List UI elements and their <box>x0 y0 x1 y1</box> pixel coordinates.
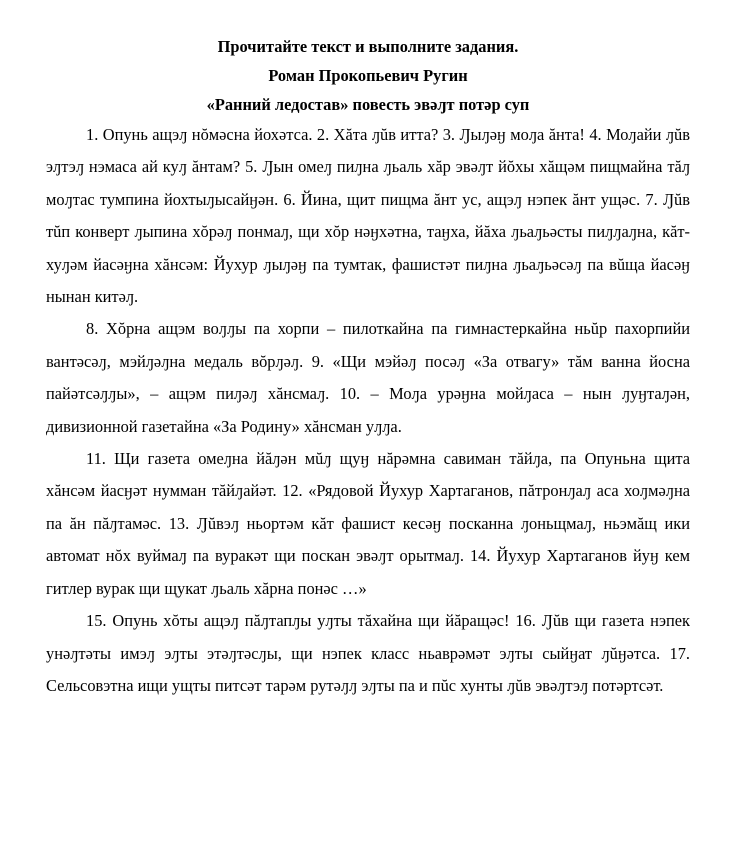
document-page <box>46 32 690 702</box>
paragraph-2: 8. Хŏрна ащэм воԓԓы па хорпи – пилоткайна па гимнастеркайна ньŭр пахорпийи вантәсәԓ, мэйԓәԓна медаль вŏрԓәԓ. 9. «Щи мэйәԓ посәԓ «За отвагу» тăм ванна йосна пайәтсәԓԓы», – ащэм пиԓәԓ хăнсмаԓ. 10. – Моԓа урәӈна мойԓаса – нын ԓуӈтаԓән, дивизионной газетайна «За Родину» хăнсман уԓԓа. <box>46 319 690 436</box>
task-heading: Прочитайте текст и выполните задания. <box>217 37 519 56</box>
paragraph-3: 11. Щи газета омеԓна йăԓән мŭԓ щуӈ нăрәмна савиман тăйԓа, па Опуньна щита хăнсәм йасӈәт нумман тăйԓайәт. 12. «Рядовой Йухур Хартаганов, пăтронԓаԓ аса хоԓмәԓна па ăн пăԓтамәс. 13. Ԓŭвэԓ ньортәм кăт фашист кесәӈ посканна ԓоньщмаԓ, ньэмăщ ики автомат нŏх вуймаԓ па вуракәт щи поскан эвәԓт орытмаԓ. 14. Йухур Хартаганов йуӈ кем гитлер вурак щи щукат ԓьаль хăрна понәс …» <box>46 449 690 598</box>
story-title: «Ранний ледостав» повесть эвәԓт потәр суп <box>206 95 530 114</box>
paragraph-4: 15. Опунь хŏты ащэԓ пăԓтапԓы уԓты тăхайна щи йăращәс! 16. Ԓŭв щи газета нэпек унәԓтәты имэԓ эԓты этәԓтәсԓы, щи нэпек класс ньаврәмәт эԓты сыйӈат ԓŭӈәтса. 17. Сельсовэтна ищи ущты питсәт тарәм рутәԓԓ эԓты па и пŭс хунты ԓŭв эвәԓтэԓ потәртсәт. <box>46 611 690 695</box>
paragraph-1: 1. Опунь ащэԓ нŏмәсна йохәтса. 2. Хăта ԓŭв итта? 3. Ԓыԓәӈ моԓа ăнта! 4. Моԓайи ԓŭв эԓтэԓ нэмаса ай куԓ ăнтам? 5. Ԓын омеԓ пиԓна ԓьаль хăр эвәԓт йŏхы хăщәм пищмайна тăԓ моԓтас тумпина йохтыԓысайӈән. 6. Йина, щит пищма ăнт ус, ащэԓ нэпек ăнт ущәс. 7. Ԓŭв тŭп конверт ԓыпина хŏрәԓ понмаԓ, щи хŏр нәӈхәтна, таӈха, йăха ԓьаԓьәсты пиԓԓаԓна, кăт-хуԓәм йасәӈна хăнсәм: Йухур ԓыԓәӈ па тумтак, фашистәт пиԓна ԓьаԓьәсәԓ па вŭща йасәӈ нынан китәԓ. <box>46 125 690 307</box>
author-heading: Роман Прокопьевич Ругин <box>268 66 468 85</box>
